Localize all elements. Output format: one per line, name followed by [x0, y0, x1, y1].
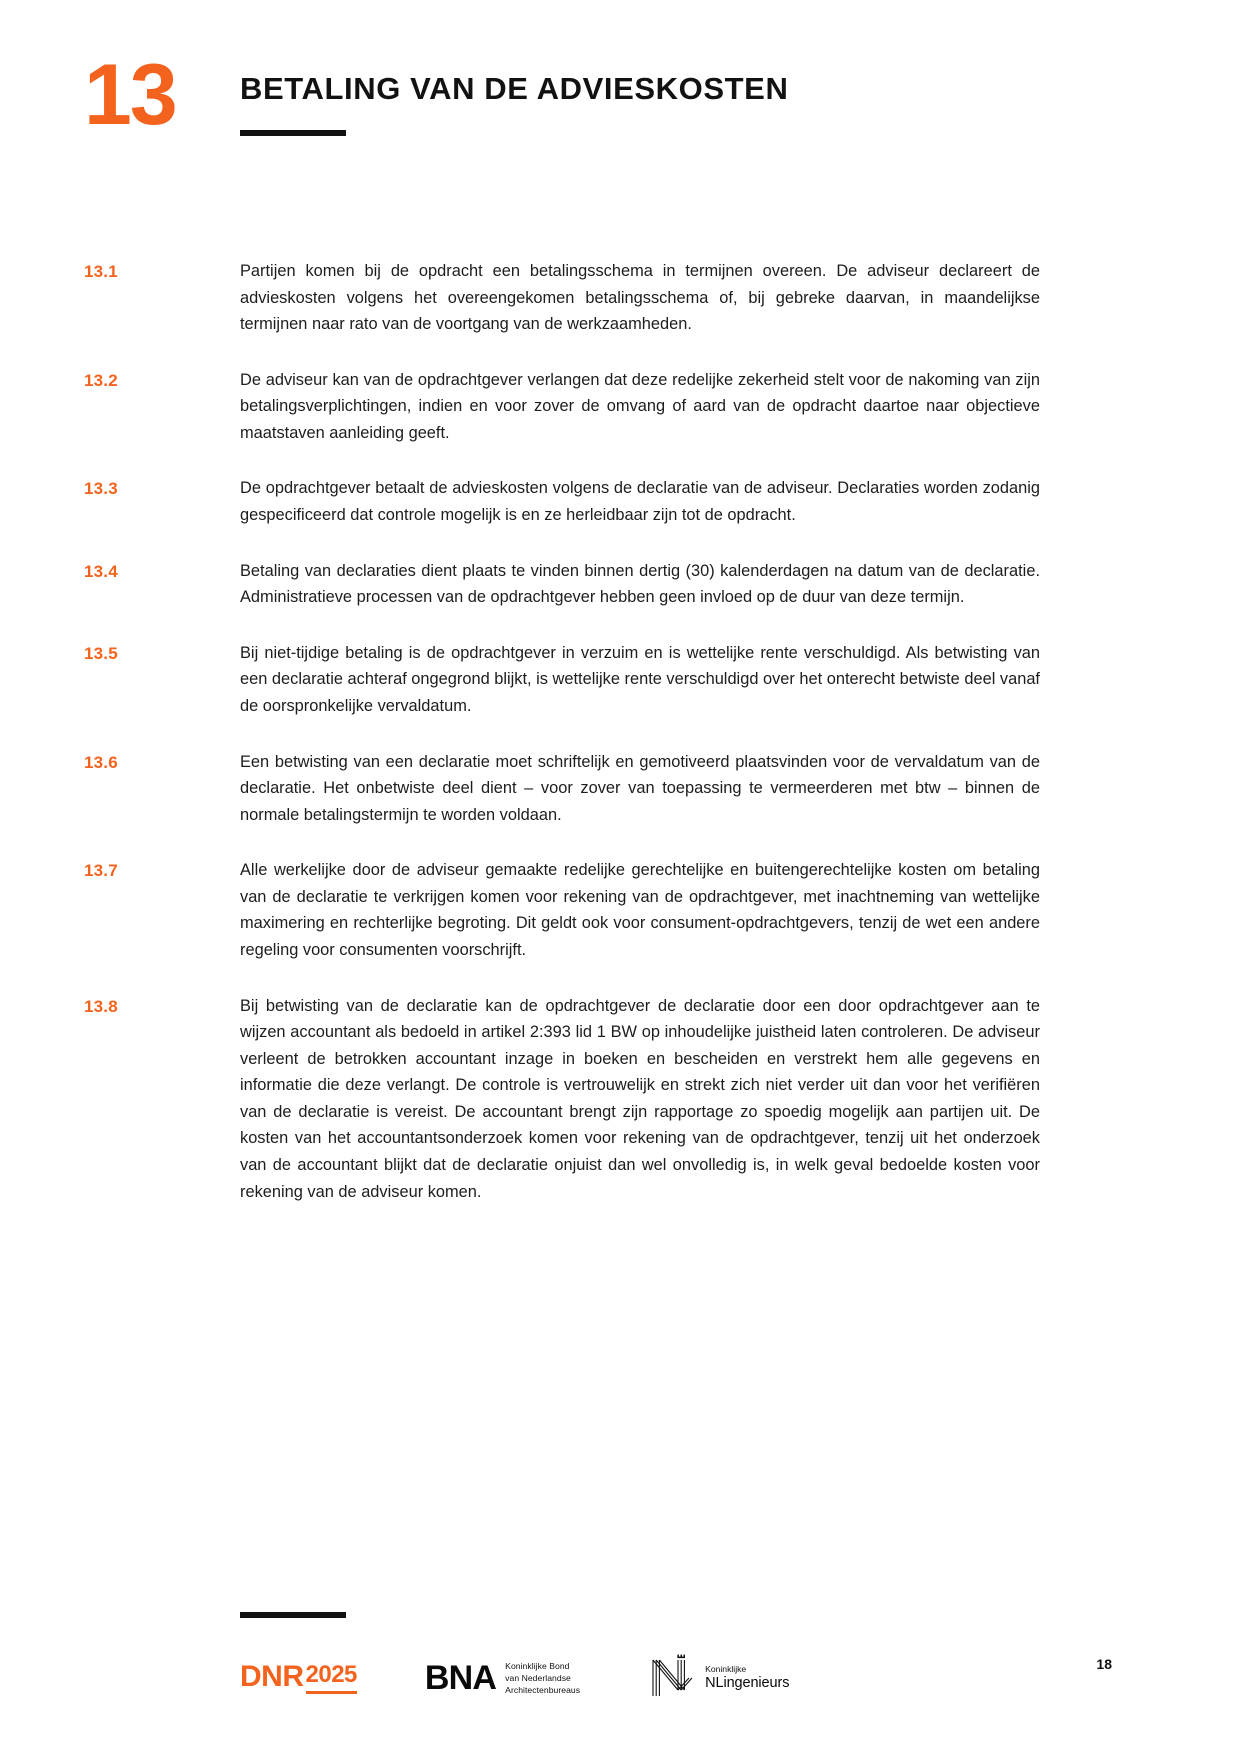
bna-logo-word: BNA — [424, 1658, 497, 1697]
clause-body: Alle werkelijke door de adviseur gemaakte redelijke gerechtelijke en buitengerechtelijke kosten om betaling van de declaratie te verkrijgen komen voor rekening van de opdrachtgever, met inachtneming van wettelijke maximering en rechterlijke begroting. Dit geldt ook voor consument-opdrachtgevers, tenzij de wet een andere regeling voor consumenten voorschrijft. — [240, 861, 1040, 959]
clause-body: Bij betwisting van de declaratie kan de opdrachtgever de declaratie door een door opdrachtgever aan te wijzen accountant als bedoeld in artikel 2:393 lid 1 BW op inhoudelijke juistheid laten controleren. De adviseur verleent de betrokken accountant inzage in boeken en bescheiden en verstrekt hem alle gegevens en informatie die deze verlangt. De controle is vertrouwelijk en strekt zich niet verder uit dan voor het verifiëren van de declaratie is vereist. De accountant brengt zijn rapportage zo spoedig mogelijk aan partijen uit. De kosten van het accountantsonderzoek komen voor rekening van de opdrachtgever, tenzij uit het onderzoek van de accountant blijkt dat de declaratie onjuist dan wel onvolledig is, in welk geval bedoelde kosten voor rekening van de adviseur komen. — [240, 996, 1040, 1201]
chapter-title-block — [240, 72, 1040, 136]
clause-number: 13.2 — [84, 370, 118, 390]
footer-rule — [240, 1612, 346, 1618]
clause-item — [0, 640, 1240, 720]
clause-body: De adviseur kan van de opdrachtgever verlangen dat deze redelijke zekerheid stelt voor de nakoming van zijn betalingsverplichtingen, indien en voor zover de omvang of aard van de opdracht daartoe naar objectieve maatstaven aanleiding geeft. — [240, 370, 1040, 442]
dnr-logo — [240, 1662, 357, 1694]
nlingenieurs-logo — [648, 1654, 789, 1702]
clause-number: 13.4 — [84, 561, 118, 581]
bna-subtitle-line-3: Architectenbureaus — [505, 1685, 581, 1696]
clause-body: Partijen komen bij de opdracht een betalingsschema in termijnen overeen. De adviseur declareert de advieskosten volgens het overeengekomen betalingsschema of, bij gebreke daarvan, in maandelijkse termijnen naar rato van de voortgang van de werkzaamheden. — [240, 262, 1040, 334]
clause-number: 13.1 — [84, 262, 118, 281]
clause-number: 13.6 — [84, 752, 118, 772]
chapter-header — [0, 47, 1240, 178]
clause-item — [0, 258, 1240, 338]
clause-number: 13.7 — [84, 861, 118, 881]
dnr-logo-word: DNR — [240, 1660, 304, 1693]
title-underline-rule — [240, 130, 346, 136]
nlingenieurs-name: NLingenieurs — [705, 1675, 790, 1692]
bna-subtitle-line-2: van Nederlandse — [505, 1672, 571, 1683]
clause-body: De opdrachtgever betaalt de advieskosten volgens de declaratie van de adviseur. Declaraties worden zodanig gespecificeerd dat controle mogelijk is en ze herleidbaar zijn tot de opdracht. — [240, 479, 1040, 525]
page-title: BETALING VAN DE ADVIESKOSTEN — [240, 71, 789, 106]
clause-number: 13.3 — [84, 479, 118, 499]
clause-number: 13.8 — [84, 996, 118, 1016]
clause-body: Bij niet-tijdige betaling is de opdrachtgever in verzuim en is wettelijke rente verschuldigd. Als betwisting van een declaratie achteraf ongegrond blijkt, is wettelijke rente verschuldigd over het onterecht betwiste deel vanaf de oorspronkelijke vervaldatum. — [240, 643, 1040, 715]
clause-item — [0, 367, 1240, 447]
nlingenieurs-subtitle: Koninklijke — [705, 1664, 747, 1675]
page-number: 18 — [1096, 1656, 1112, 1672]
bna-subtitle-line-1: Koninklijke Bond — [505, 1660, 570, 1671]
clause-item — [0, 857, 1240, 963]
clause-item — [0, 993, 1240, 1206]
bna-logo — [425, 1660, 580, 1697]
clause-list — [0, 258, 1240, 1234]
clause-body: Betaling van declaraties dient plaats te vinden binnen dertig (30) kalenderdagen na datum van de declaratie. Administratieve processen van de opdrachtgever hebben geen invloed op de duur van deze termijn. — [240, 561, 1040, 607]
chapter-number: 13 — [84, 47, 176, 143]
clause-item — [0, 749, 1240, 829]
nlingenieurs-logo-text — [705, 1664, 789, 1692]
clause-item — [0, 558, 1240, 611]
dnr-logo-year: 2025 — [306, 1663, 357, 1694]
bna-logo-subtitle — [505, 1660, 580, 1697]
footer-logo-group — [240, 1654, 789, 1702]
nlingenieurs-mark-icon — [648, 1654, 696, 1702]
clause-body: Een betwisting van een declaratie moet schriftelijk en gemotiveerd plaatsvinden voor de vervaldatum van de declaratie. Het onbetwiste deel dient – voor zover van toepassing te vermeerderen met btw – binnen de normale betalingstermijn te worden voldaan. — [240, 752, 1040, 824]
page-footer — [0, 1604, 1240, 1754]
clause-item — [0, 475, 1240, 528]
clause-number: 13.5 — [84, 643, 118, 663]
